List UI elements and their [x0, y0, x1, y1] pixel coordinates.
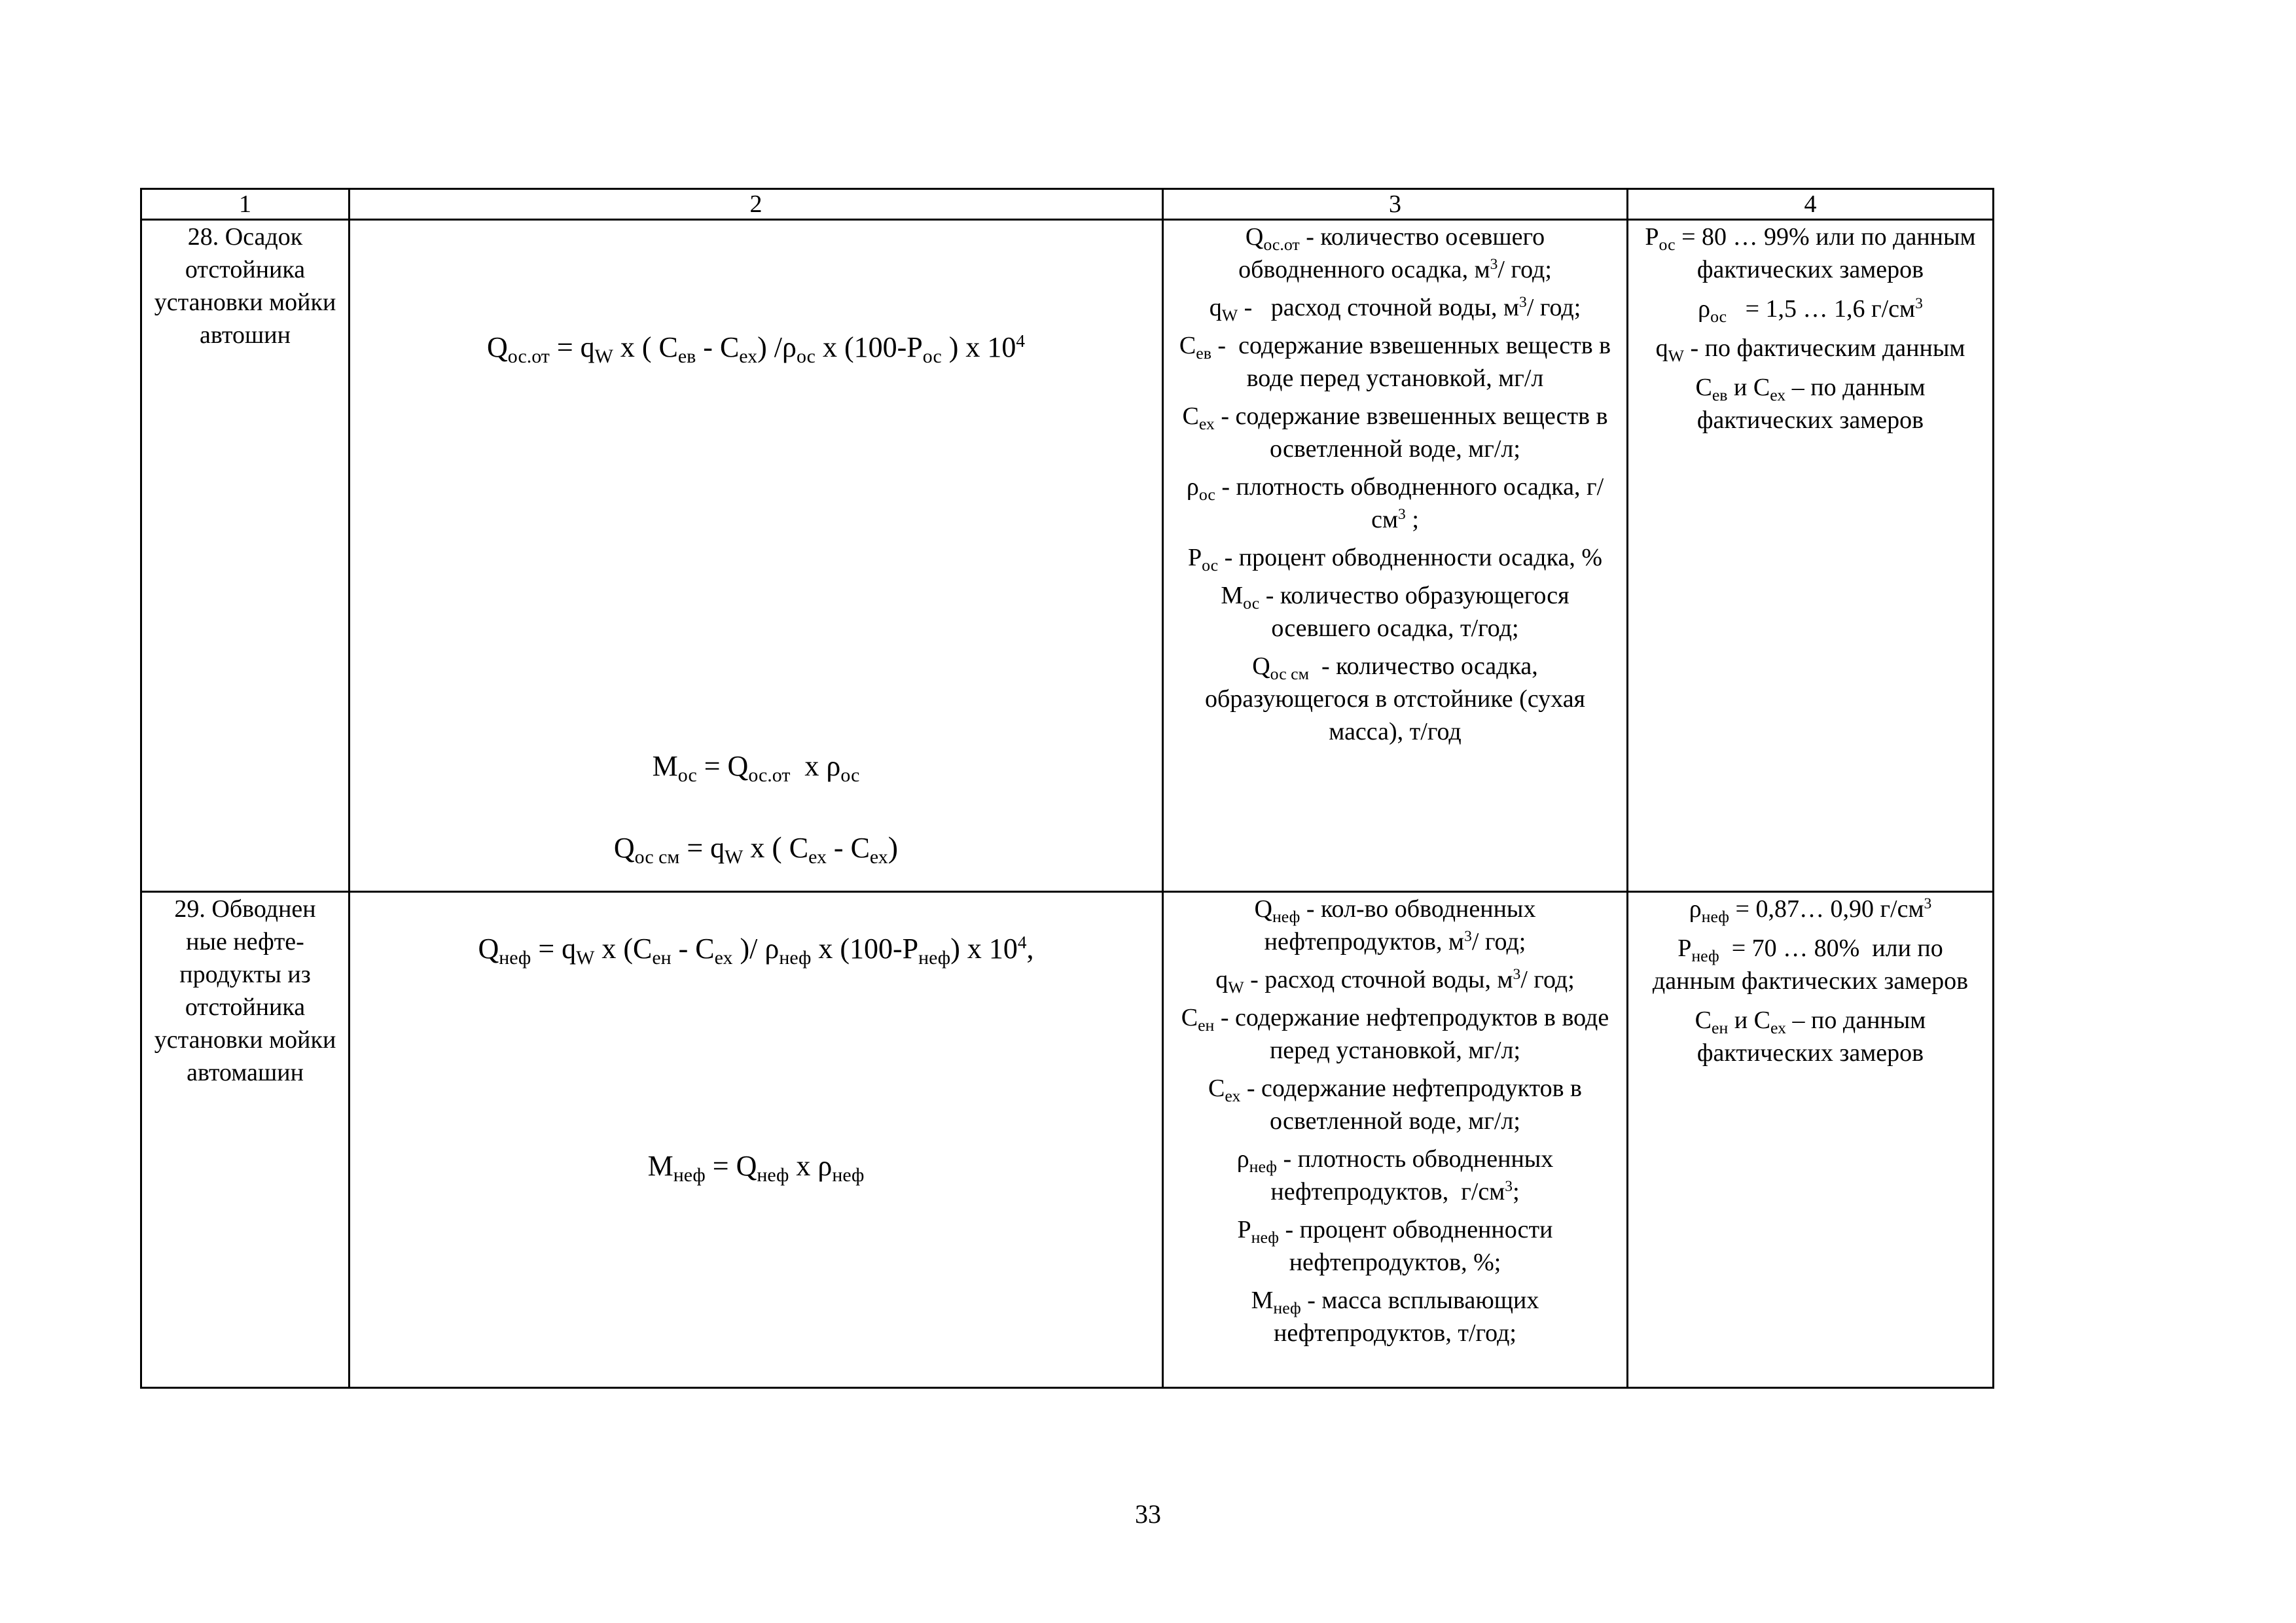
note-cell: [1628, 892, 1994, 1388]
column-header: 3: [1163, 189, 1628, 220]
table-header-row: [141, 189, 1994, 220]
note: $\rho_{ос} = 1,5$ … 1,6 $г/см^3$: [1698, 295, 1923, 326]
description: $q_W$ - расход сточной воды, $м^3/$ год;: [1209, 294, 1581, 325]
note: $C_{ен}$ и $C_{ех}$ – по данным фактических замеров: [1695, 1007, 1926, 1067]
row-name-cell: [141, 220, 350, 892]
description: $M_{неф}$ - масса всплывающих нефтепродуктов, т/год;: [1251, 1287, 1539, 1347]
formula: $Q_{ос.от} = q_W$ x ( $C_{ев} - C_{ех}$) $/\rho_{ос}$ x ($100-P_{ос}$ ) x $10^4$: [486, 331, 1026, 367]
description: $P_{ос}$ - процент обводненности осадка, %: [1187, 544, 1603, 575]
note: $C_{ев}$ и $C_{ех}$ – по данным фактических замеров: [1695, 374, 1926, 434]
row-name: 28. Осадок отстойника установки мойки автошин: [154, 223, 336, 349]
description: $\rho_{ос}$ - плотность обводненного осадка, $г/см^3$ ;: [1186, 473, 1604, 533]
row-name: 29. Обводнен ные нефте- продукты из отстойника установки мойки автомашин: [154, 895, 336, 1086]
formula-cell: [350, 892, 1163, 1388]
description: $Q_{ос см}$ - количество осадка, образующегося в отстойнике (сухая масса), т/год: [1204, 652, 1586, 745]
description: $Q_{неф} - кол-во$ обводненных нефтепродуктов, $м^3/$ год;: [1254, 895, 1536, 955]
note: $\rho_{неф}$ = 0,87… 0,90 $г/см^3$: [1689, 895, 1932, 926]
formula: $Q_{неф} = q_W$ x ($C_{ен} - C_{ех}$ )/ $\rho_{неф}$ x $(100-P_{неф})$ x $10^4$,: [478, 933, 1034, 969]
data-table: [140, 188, 1994, 1389]
note-cell: [1628, 220, 1994, 892]
table-row: [141, 892, 1994, 1388]
note: $q_W$ - по фактическим данным: [1655, 334, 1965, 365]
description: $q_W$ - расход сточной воды, $м^3/$ год;: [1215, 966, 1575, 997]
description: $M_{ос}$ - количество образующегося осевшего осадка, т/год;: [1221, 582, 1570, 642]
column-header: 2: [350, 189, 1163, 220]
description: $P_{неф}$ - процент обводненности нефтепродуктов, %;: [1237, 1216, 1553, 1276]
description: $C_{ен}$ - содержание нефтепродуктов в воде перед установкой, мг/л;: [1181, 1004, 1609, 1064]
table-row: [141, 220, 1994, 892]
formula: $Q_{ос см} = q_W$ x ( $C_{ех} - C_{ех}$): [613, 830, 899, 868]
formula: $M_{ос} = Q_{ос.от}$ x $\rho_{ос}$: [652, 750, 860, 786]
formula-cell: [350, 220, 1163, 892]
note: $P_{неф} = 70$ … 80% или по данным фактических замеров: [1652, 935, 1969, 995]
description: $C_{ех}$ - содержание нефтепродуктов в осветленной воде, мг/л;: [1208, 1075, 1582, 1135]
note: $P_{ос} = 80$ … 99% или по данным фактических замеров: [1645, 223, 1976, 283]
description: $C_{ев}$ - содержание взвешенных веществ в воде перед установкой, мг/л: [1179, 332, 1611, 392]
formula: $M_{неф} = Q_{неф}$ x $\rho_{неф}$: [647, 1150, 865, 1186]
row-name-cell: [141, 892, 350, 1388]
description: $Q_{ос.от}$ - количество осевшего обводненного осадка, $м^3/$ год;: [1238, 223, 1552, 283]
description: $C_{ех}$ - содержание взвешенных веществ в осветленной воде, мг/л;: [1182, 402, 1608, 463]
column-header: 4: [1628, 189, 1994, 220]
page-number: 33: [1135, 1499, 1161, 1529]
description-cell: [1163, 220, 1628, 892]
description-cell: [1163, 892, 1628, 1388]
column-header: 1: [141, 189, 350, 220]
description: $\rho_{неф}$ - плотность обводненных нефтепродуктов, $г/см^3$;: [1236, 1145, 1554, 1205]
